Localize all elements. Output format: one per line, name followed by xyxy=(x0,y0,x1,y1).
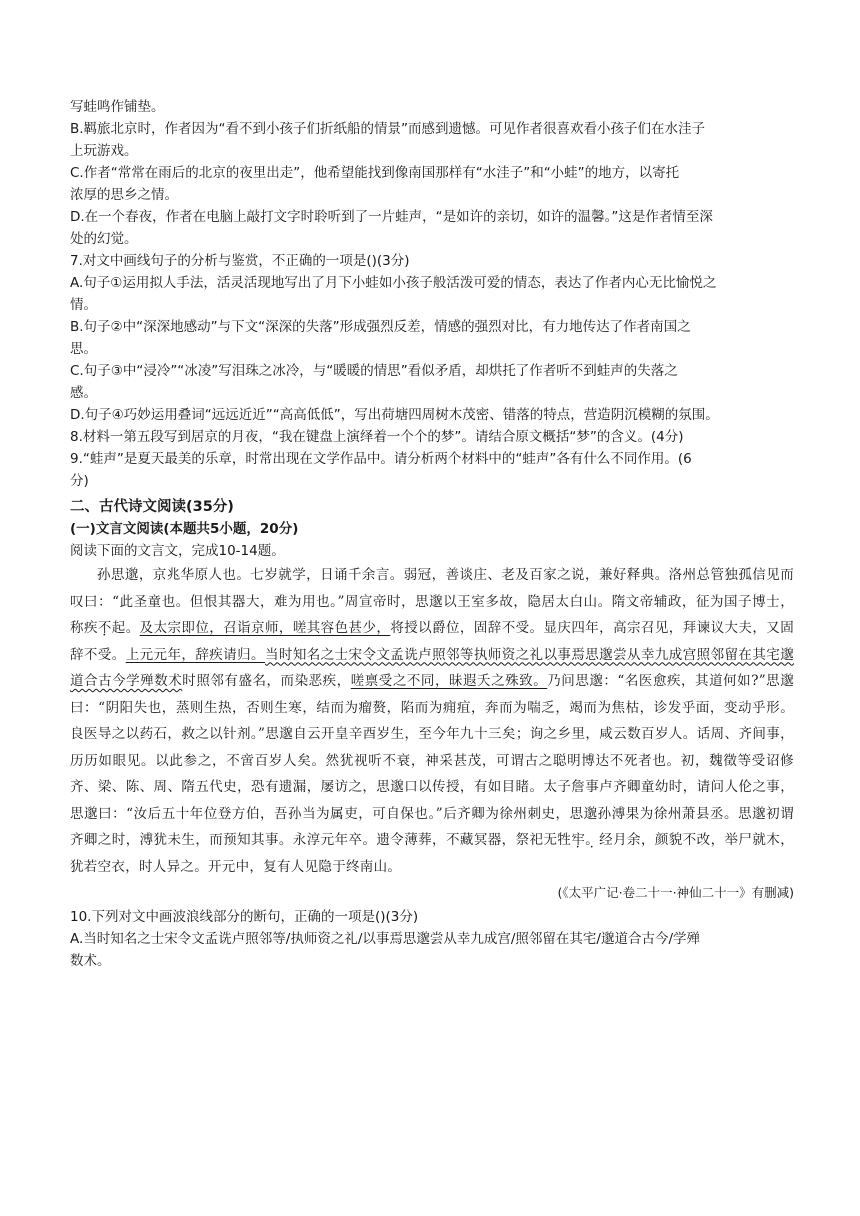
passage-text: 不起。 xyxy=(97,620,140,636)
passage-text: 孙思邈，京兆华原人也。七岁就学，日诵千余言。弱冠，善谈庄、老及百家之说，兼好释典。洛州总管独孤信见而叹曰：“此圣童也。但恨其器大，难为用也。”周宣帝时，思邈以王室多故，隐居太白山。隋文帝辅政，征为国子博士，称 xyxy=(70,567,794,636)
text-line: 上玩游戏。 xyxy=(70,143,138,159)
text-line: 写蛙鸣作铺垫。 xyxy=(70,99,165,115)
underlined-sentence-2: 上元元年，辞疾请归。 xyxy=(125,646,265,663)
text-line: 思。 xyxy=(70,341,97,357)
option-d: D.在一个春夜，作者在电脑上敲打文字时聆听到了一片蛙声，“是如许的亲切，如许的温馨。”这是作者情至深 xyxy=(70,209,713,225)
underlined-sentence-1: 及太宗即位，召诣京师，嗟其容色甚少， xyxy=(139,620,391,636)
classical-passage xyxy=(70,562,794,880)
wavy-underlined-text: 当时知名之士宋令文孟诜卢照邻等执师资之礼以事焉思邈尝从幸九成宫照邻留在其宅邈道合古今学殚数术 xyxy=(70,646,795,689)
text-line: 处的幻觉。 xyxy=(70,231,138,247)
question-9: 9.“蛙声”是夏天最美的乐章，时常出现在文学作品中。请分析两个材料中的“蛙声”各有什么不同作用。(6 xyxy=(70,451,692,467)
question-8: 8.材料一第五段写到居京的月夜，“我在键盘上演绎着一个个的梦”。请结合原文概括“梦”的含义。(4分) xyxy=(70,429,684,445)
question-7: 7.对文中画线句子的分析与鉴赏，不正确的一项是()(3分) xyxy=(70,253,410,269)
q7-option-c: C.句子③中“浸冷”“冰凌”写泪珠之冰冷，与“暖暖的情思”看似矛盾，却烘托了作者听不到蛙声的失落之 xyxy=(70,363,678,379)
q7-option-d: D.句子④巧妙运用叠词“远远近近”“高高低低”，写出荷塘四周树木茂密、错落的特点，营造阴沉模糊的氛围。 xyxy=(70,407,719,423)
q7-option-a: A.句子①运用拟人手法，活灵活现地写出了月下小蛙如小孩子般活泼可爱的情态，表达了作者内心无比愉悦之 xyxy=(70,275,717,291)
q7-option-b: B.句子②中“深深地感动”与下文“深深的失落”形成强烈反差，情感的强烈对比，有力地传达了作者南国之 xyxy=(70,319,691,335)
text-line: 分) xyxy=(70,473,89,489)
passage-text: 将授以爵位，固辞不受。显庆四年，高宗召见，拜谏议大夫，又固辞不受。 xyxy=(70,620,795,663)
option-b: B.羁旅北京时，作者因为“看不到小孩子们折纸船的情景”而感到遗憾。可见作者很喜欢看小孩子们在水洼子 xyxy=(70,121,706,137)
dotted-char: 牢 xyxy=(571,832,586,848)
subsection-title: (一)文言文阅读(本题共5小题，20分) xyxy=(70,521,299,537)
option-c: C.作者“常常在雨后的北京的夜里出走”，他希望能找到像南国那样有“水洼子”和“小蛙”的地方，以寄托 xyxy=(70,165,680,181)
dotted-char: 疾 xyxy=(83,620,98,636)
dotted-char: 牲 xyxy=(557,832,572,848)
underlined-sentence-3: 嗟禀受之不同，昧遐夭之殊致。 xyxy=(350,673,548,689)
text-line: 感。 xyxy=(70,385,97,401)
passage-text: 乃问思邈：“名医愈疾，其道何如?”思邈曰：“阴阳失也，蒸则生热，否则生寒，结而为瘤赘，陷而为痈疽，奔而为喘乏，竭而为焦枯，诊发乎面，变动乎形。良医导之以药石，救之以针剂。”思邈自云开皇辛酉岁生，至今年九十三矣；询之乡里，咸云数百岁人。话周、齐间事，历历如眼见。以此参之，不啻百岁人矣。然犹视听不衰，神采甚茂，可谓古之聪明博达不死者也。初，魏徵等受诏修齐、梁、陈、周、隋五代史，恐有遗漏，屡访之，思邈口以传授，有如目睹。太子詹事卢齐卿童幼时，请问人伦之事，思邈曰：“汝后五十年位登方伯，吾孙当为属吏，可自保也。”后齐卿为徐州刺史，思邈孙溥果为徐州萧县丞。思邈初谓齐卿之时，溥犹未生，而预知其事。永淳元年卒。遗令薄葬，不藏冥器，祭祀无 xyxy=(70,673,795,848)
passage-paragraph xyxy=(70,562,794,880)
text-line: 情。 xyxy=(70,297,97,313)
exam-page xyxy=(70,96,794,972)
passage-text: 时照邻有盛名，而染恶疾， xyxy=(182,673,351,689)
passage-intro: 阅读下面的文言文，完成10-14题。 xyxy=(70,543,285,559)
q10-option-a: A.当时知名之士宋令文孟诜卢照邻等/执师资之礼/以事焉思邈尝从幸九成宫/照邻留在其宅/邈道合古今/学殚 xyxy=(70,931,701,947)
passage-source: (《太平广记·卷二十一·神仙二十一》有删减) xyxy=(557,885,794,900)
text-line: 数术。 xyxy=(70,953,111,969)
passage-text: 。经月余，颜貌不改，举尸就木，犹若空衣，时人异之。开元中，复有人见隐于终南山。 xyxy=(70,832,794,875)
question-10: 10.下列对文中画波浪线部分的断句，正确的一项是()(3分) xyxy=(70,909,419,925)
text-line: 浓厚的思乡之情。 xyxy=(70,187,178,203)
section-title: 二、古代诗文阅读(35分) xyxy=(70,499,234,515)
